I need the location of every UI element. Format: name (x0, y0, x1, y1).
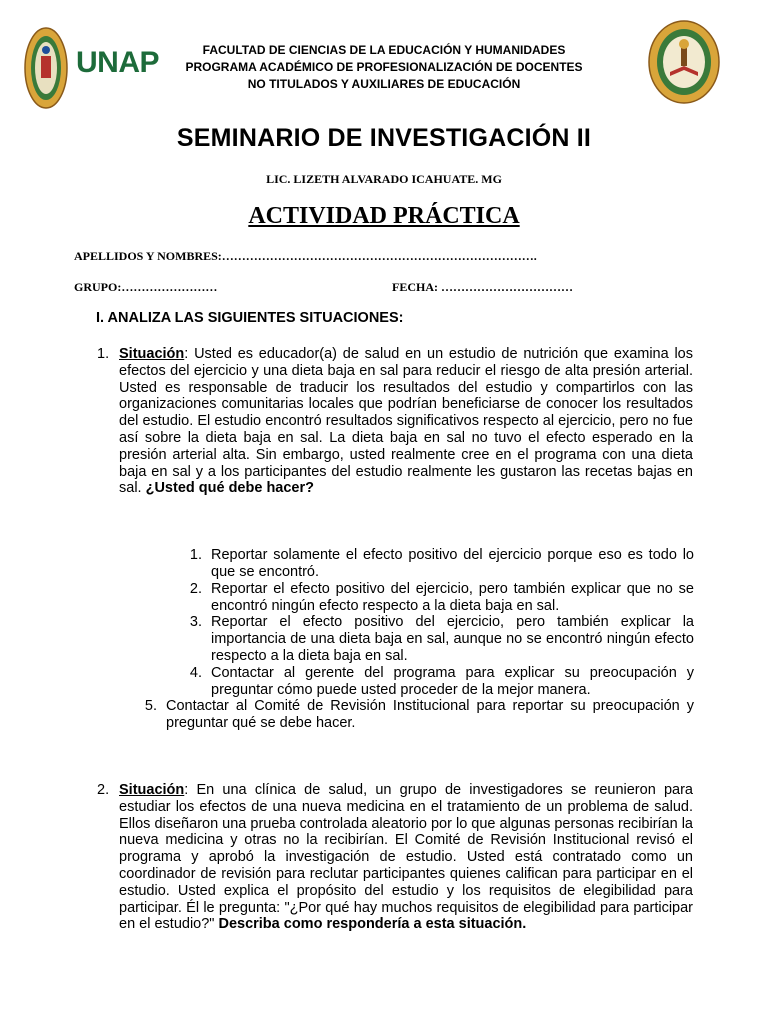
situation-1-number: 1. (97, 346, 110, 362)
situation-2-label: Situación (119, 782, 185, 798)
header-program: PROGRAMA ACADÉMICO DE PROFESIONALIZACIÓN DE DOCENTES (185, 60, 583, 74)
option-3-number: 3. (189, 614, 202, 630)
left-seal-logo (24, 26, 68, 110)
option-3-text: Reportar el efecto positivo del ejercicio, pero también explicar la importancia de una dieta baja en sal, aunque no se encontró ningún efecto respecto a la dieta baja en sal. (211, 614, 694, 664)
situation-1-question: ¿Usted qué debe hacer? (145, 480, 314, 497)
option-4-text: Contactar al gerente del programa para explicar su preocupación y preguntar cómo puede usted proceder de la mejor manera. (211, 665, 694, 698)
instructor-name: LIC. LIZETH ALVARADO ICAHUATE. MG (266, 172, 502, 186)
name-field[interactable]: APELLIDOS Y NOMBRES:……………………………………………………………………. (74, 249, 537, 263)
section-heading: I. ANALIZA LAS SIGUIENTES SITUACIONES: (96, 310, 404, 326)
situation-1-body: : Usted es educador(a) de salud en un estudio de nutrición que examina los efectos del ejercicio y una dieta baja en sal para reducir el riesgo de alta presión arterial. Usted es responsable de traducir los resultados del estudio y compartirlos con las organizaciones comunitarias locales que podrían beneficiarse de conocer los resultados del estudio. El estudio encontró resultados significativos respecto al ejercicio, pero no fue así sobre la dieta baja en sal. La dieta baja en sal no tuvo el efecto esperado en la presión arterial alta. Sin embargo, usted realmente cree en el programa con una dieta baja en sal y a los participantes del estudio realmente les gustaron las recetas bajas en sal. (119, 346, 693, 497)
option-2-text: Reportar el efecto positivo del ejercicio, pero también explicar que no se encontró ningún efecto respecto a la dieta baja en sal. (211, 581, 694, 614)
option-5-number: 5. (144, 698, 157, 714)
page-title: SEMINARIO DE INVESTIGACIÓN II (176, 124, 592, 152)
activity-title: ACTIVIDAD PRÁCTICA (248, 203, 520, 229)
option-4-number: 4. (189, 665, 202, 681)
option-5-text: Contactar al Comité de Revisión Institucional para reportar su preocupación y preguntar qué se debe hacer. (166, 698, 694, 731)
situation-2-body: : En una clínica de salud, un grupo de investigadores se reunieron para estudiar los efectos de una nueva medicina en el tratamiento de un problema de salud. Ellos diseñaron una prueba controlada aleatorio por lo que algunas personas recibirían la nueva medicina y otras no la recibirían. El Comité de Revisión Institucional revisó el programa y aprobó la investigación de estudio. Usted está contratado como un coordinador de revisión para reclutar participantes quienes califican para participar en el estudio. Usted explica el propósito del estudio y los requisitos de elegibilidad para participar. Él le pregunta: "¿Por qué hay muchos requisitos de elegibilidad para participar en el estudio?" (119, 782, 693, 933)
situation-2-number: 2. (97, 782, 110, 798)
option-1-text: Reportar solamente el efecto positivo del ejercicio porque eso es todo lo que se encontró. (211, 547, 694, 580)
option-1-number: 1. (189, 547, 202, 563)
unap-logo-text: UNAP (76, 46, 160, 79)
option-2-number: 2. (189, 581, 202, 597)
situation-2-question: Describa como respondería a esta situación. (218, 916, 527, 933)
situation-2-text (119, 782, 693, 933)
header-program-sub: NO TITULADOS Y AUXILIARES DE EDUCACIÓN (247, 77, 521, 91)
group-field[interactable]: GRUPO:…………………… (74, 280, 218, 294)
situation-1-text (119, 346, 693, 497)
date-field[interactable]: FECHA: …………………………… (392, 280, 573, 294)
situation-1-label: Situación (119, 346, 185, 362)
right-seal-logo (648, 20, 720, 104)
header-faculty: FACULTAD DE CIENCIAS DE LA EDUCACIÓN Y HUMANIDADES (202, 43, 566, 57)
